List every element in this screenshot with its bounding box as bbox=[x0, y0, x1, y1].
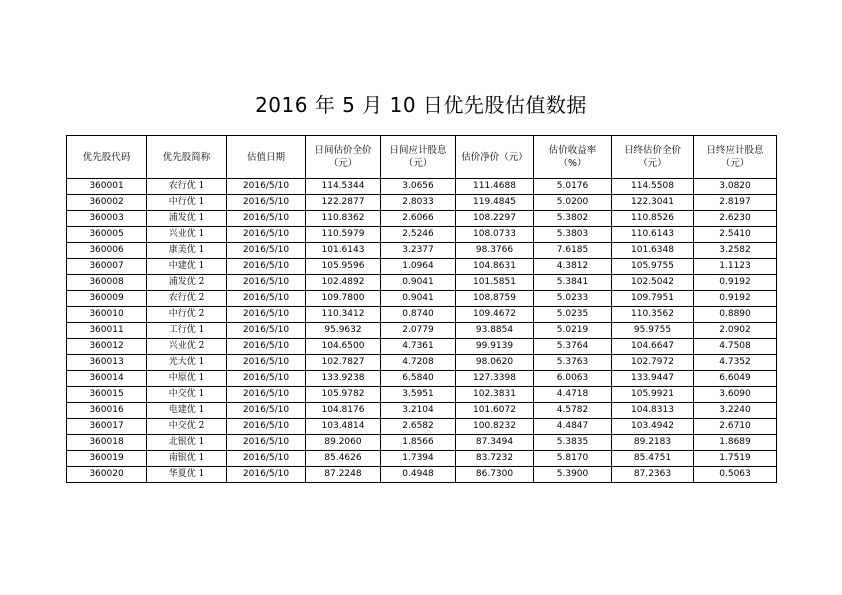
table-row bbox=[67, 323, 777, 339]
cell-intraday-full-price: 104.6500 bbox=[306, 339, 381, 355]
cell-eod-accrued-dividend: 3.0820 bbox=[694, 179, 777, 195]
cell-intraday-accrued-dividend: 4.7208 bbox=[381, 355, 456, 371]
cell-intraday-full-price: 110.8362 bbox=[306, 211, 381, 227]
cell-code: 360002 bbox=[67, 195, 147, 211]
cell-date: 2016/5/10 bbox=[227, 195, 306, 211]
cell-eod-full-price: 89.2183 bbox=[612, 435, 694, 451]
header-row bbox=[67, 136, 777, 179]
cell-intraday-accrued-dividend: 3.5951 bbox=[381, 387, 456, 403]
cell-code: 360005 bbox=[67, 227, 147, 243]
header-text: （元） bbox=[328, 158, 358, 169]
table-row bbox=[67, 387, 777, 403]
cell-date: 2016/5/10 bbox=[227, 419, 306, 435]
cell-eod-full-price: 105.9921 bbox=[612, 387, 694, 403]
cell-code: 360012 bbox=[67, 339, 147, 355]
table-row bbox=[67, 195, 777, 211]
cell-code: 360006 bbox=[67, 243, 147, 259]
cell-name: 北银优 1 bbox=[147, 435, 227, 451]
table-row bbox=[67, 291, 777, 307]
header-text: 优先股简称 bbox=[162, 151, 211, 163]
cell-intraday-full-price: 110.5979 bbox=[306, 227, 381, 243]
cell-eod-full-price: 133.9447 bbox=[612, 371, 694, 387]
cell-intraday-full-price: 85.4626 bbox=[306, 451, 381, 467]
table-row bbox=[67, 179, 777, 195]
table-row bbox=[67, 403, 777, 419]
cell-code: 360015 bbox=[67, 387, 147, 403]
cell-code: 360010 bbox=[67, 307, 147, 323]
cell-eod-full-price: 101.6348 bbox=[612, 243, 694, 259]
cell-name: 电建优 1 bbox=[147, 403, 227, 419]
cell-intraday-accrued-dividend: 0.4948 bbox=[381, 467, 456, 483]
cell-date: 2016/5/10 bbox=[227, 355, 306, 371]
table-row bbox=[67, 355, 777, 371]
cell-yield: 4.4718 bbox=[534, 387, 612, 403]
cell-date: 2016/5/10 bbox=[227, 307, 306, 323]
table-row bbox=[67, 451, 777, 467]
cell-net-price: 108.2297 bbox=[456, 211, 534, 227]
cell-intraday-accrued-dividend: 0.9041 bbox=[381, 291, 456, 307]
table-row bbox=[67, 243, 777, 259]
cell-net-price: 109.4672 bbox=[456, 307, 534, 323]
cell-name: 光大优 1 bbox=[147, 355, 227, 371]
cell-net-price: 102.3831 bbox=[456, 387, 534, 403]
cell-eod-accrued-dividend: 3.2582 bbox=[694, 243, 777, 259]
cell-code: 360007 bbox=[67, 259, 147, 275]
cell-eod-full-price: 114.5508 bbox=[612, 179, 694, 195]
cell-yield: 5.3802 bbox=[534, 211, 612, 227]
cell-intraday-accrued-dividend: 0.9041 bbox=[381, 275, 456, 291]
cell-eod-full-price: 95.9755 bbox=[612, 323, 694, 339]
cell-eod-full-price: 87.2363 bbox=[612, 467, 694, 483]
cell-intraday-full-price: 102.4892 bbox=[306, 275, 381, 291]
cell-code: 360019 bbox=[67, 451, 147, 467]
cell-eod-accrued-dividend: 2.0902 bbox=[694, 323, 777, 339]
cell-net-price: 98.0620 bbox=[456, 355, 534, 371]
cell-yield: 5.3803 bbox=[534, 227, 612, 243]
cell-intraday-accrued-dividend: 2.8033 bbox=[381, 195, 456, 211]
cell-eod-full-price: 110.8526 bbox=[612, 211, 694, 227]
header-text: （元） bbox=[720, 158, 750, 169]
cell-yield: 7.6185 bbox=[534, 243, 612, 259]
cell-net-price: 101.5851 bbox=[456, 275, 534, 291]
cell-intraday-accrued-dividend: 2.0779 bbox=[381, 323, 456, 339]
table-row bbox=[67, 419, 777, 435]
cell-eod-accrued-dividend: 2.6230 bbox=[694, 211, 777, 227]
cell-eod-full-price: 110.6143 bbox=[612, 227, 694, 243]
cell-yield: 4.5782 bbox=[534, 403, 612, 419]
table-row bbox=[67, 227, 777, 243]
cell-net-price: 111.4688 bbox=[456, 179, 534, 195]
cell-yield: 5.3835 bbox=[534, 435, 612, 451]
cell-date: 2016/5/10 bbox=[227, 387, 306, 403]
cell-code: 360009 bbox=[67, 291, 147, 307]
cell-name: 工行优 1 bbox=[147, 323, 227, 339]
cell-intraday-full-price: 105.9596 bbox=[306, 259, 381, 275]
cell-date: 2016/5/10 bbox=[227, 227, 306, 243]
cell-yield: 5.8170 bbox=[534, 451, 612, 467]
cell-intraday-full-price: 114.5344 bbox=[306, 179, 381, 195]
cell-name: 兴业优 1 bbox=[147, 227, 227, 243]
table-row bbox=[67, 211, 777, 227]
cell-intraday-full-price: 89.2060 bbox=[306, 435, 381, 451]
cell-intraday-full-price: 133.9238 bbox=[306, 371, 381, 387]
cell-yield: 5.0233 bbox=[534, 291, 612, 307]
header-text: 日间应计股息 bbox=[389, 145, 447, 156]
cell-eod-accrued-dividend: 1.8689 bbox=[694, 435, 777, 451]
cell-net-price: 119.4845 bbox=[456, 195, 534, 211]
cell-eod-accrued-dividend: 3.6090 bbox=[694, 387, 777, 403]
cell-date: 2016/5/10 bbox=[227, 259, 306, 275]
cell-intraday-full-price: 105.9782 bbox=[306, 387, 381, 403]
cell-eod-full-price: 105.9755 bbox=[612, 259, 694, 275]
cell-eod-accrued-dividend: 4.7508 bbox=[694, 339, 777, 355]
table-row bbox=[67, 371, 777, 387]
cell-net-price: 100.8232 bbox=[456, 419, 534, 435]
cell-name: 兴业优 2 bbox=[147, 339, 227, 355]
cell-intraday-full-price: 110.3412 bbox=[306, 307, 381, 323]
header-preferred-code bbox=[67, 136, 147, 179]
cell-net-price: 86.7300 bbox=[456, 467, 534, 483]
header-text: 日间估价全价 bbox=[314, 145, 372, 156]
cell-eod-accrued-dividend: 0.8890 bbox=[694, 307, 777, 323]
cell-code: 360013 bbox=[67, 355, 147, 371]
cell-intraday-accrued-dividend: 0.8740 bbox=[381, 307, 456, 323]
cell-intraday-accrued-dividend: 2.5246 bbox=[381, 227, 456, 243]
header-preferred-name bbox=[147, 136, 227, 179]
cell-name: 康美优 1 bbox=[147, 243, 227, 259]
header-valuation-date bbox=[227, 136, 306, 179]
cell-intraday-full-price: 104.8176 bbox=[306, 403, 381, 419]
header-net-price bbox=[456, 136, 534, 179]
cell-intraday-accrued-dividend: 3.2377 bbox=[381, 243, 456, 259]
cell-date: 2016/5/10 bbox=[227, 243, 306, 259]
header-text: 日终应计股息 bbox=[706, 145, 764, 156]
valuation-table bbox=[66, 135, 777, 483]
header-text: 日终估价全价 bbox=[623, 145, 681, 156]
cell-date: 2016/5/10 bbox=[227, 339, 306, 355]
cell-name: 中原优 1 bbox=[147, 371, 227, 387]
cell-code: 360008 bbox=[67, 275, 147, 291]
cell-eod-accrued-dividend: 1.1123 bbox=[694, 259, 777, 275]
table-row bbox=[67, 467, 777, 483]
cell-eod-accrued-dividend: 0.5063 bbox=[694, 467, 777, 483]
cell-intraday-full-price: 95.9632 bbox=[306, 323, 381, 339]
cell-yield: 5.0219 bbox=[534, 323, 612, 339]
cell-intraday-full-price: 122.2877 bbox=[306, 195, 381, 211]
cell-eod-full-price: 109.7951 bbox=[612, 291, 694, 307]
cell-net-price: 87.3494 bbox=[456, 435, 534, 451]
cell-eod-accrued-dividend: 2.8197 bbox=[694, 195, 777, 211]
cell-intraday-full-price: 87.2248 bbox=[306, 467, 381, 483]
cell-name: 中行优 1 bbox=[147, 195, 227, 211]
cell-intraday-accrued-dividend: 2.6066 bbox=[381, 211, 456, 227]
cell-name: 浦发优 1 bbox=[147, 211, 227, 227]
cell-net-price: 93.8854 bbox=[456, 323, 534, 339]
cell-name: 农行优 1 bbox=[147, 179, 227, 195]
cell-net-price: 83.7232 bbox=[456, 451, 534, 467]
cell-intraday-full-price: 102.7827 bbox=[306, 355, 381, 371]
cell-name: 浦发优 2 bbox=[147, 275, 227, 291]
cell-code: 360020 bbox=[67, 467, 147, 483]
header-text: 估价收益率 bbox=[548, 145, 597, 156]
cell-yield: 5.0176 bbox=[534, 179, 612, 195]
header-yield bbox=[534, 136, 612, 179]
cell-date: 2016/5/10 bbox=[227, 179, 306, 195]
cell-name: 中建优 1 bbox=[147, 259, 227, 275]
cell-eod-full-price: 103.4942 bbox=[612, 419, 694, 435]
cell-yield: 6.0063 bbox=[534, 371, 612, 387]
cell-yield: 4.3812 bbox=[534, 259, 612, 275]
cell-name: 华夏优 1 bbox=[147, 467, 227, 483]
cell-eod-full-price: 122.3041 bbox=[612, 195, 694, 211]
cell-eod-full-price: 104.8313 bbox=[612, 403, 694, 419]
header-text: 估价净价（元） bbox=[461, 151, 528, 163]
page-title: 2016 年 5 月 10 日优先股估值数据 bbox=[255, 93, 587, 117]
cell-name: 农行优 2 bbox=[147, 291, 227, 307]
cell-code: 360011 bbox=[67, 323, 147, 339]
cell-eod-accrued-dividend: 2.6710 bbox=[694, 419, 777, 435]
cell-date: 2016/5/10 bbox=[227, 211, 306, 227]
cell-date: 2016/5/10 bbox=[227, 451, 306, 467]
cell-intraday-full-price: 103.4814 bbox=[306, 419, 381, 435]
header-text: （%） bbox=[558, 158, 587, 169]
cell-intraday-accrued-dividend: 1.0964 bbox=[381, 259, 456, 275]
cell-eod-full-price: 102.5042 bbox=[612, 275, 694, 291]
cell-date: 2016/5/10 bbox=[227, 275, 306, 291]
cell-eod-accrued-dividend: 3.2240 bbox=[694, 403, 777, 419]
cell-net-price: 104.8631 bbox=[456, 259, 534, 275]
table-row bbox=[67, 275, 777, 291]
header-intraday-full-price bbox=[306, 136, 381, 179]
cell-eod-accrued-dividend: 0.9192 bbox=[694, 291, 777, 307]
cell-eod-accrued-dividend: 2.5410 bbox=[694, 227, 777, 243]
cell-intraday-full-price: 101.6143 bbox=[306, 243, 381, 259]
cell-eod-accrued-dividend: 0.9192 bbox=[694, 275, 777, 291]
table-body bbox=[67, 179, 777, 483]
cell-code: 360014 bbox=[67, 371, 147, 387]
cell-eod-full-price: 85.4751 bbox=[612, 451, 694, 467]
cell-eod-full-price: 102.7972 bbox=[612, 355, 694, 371]
cell-code: 360003 bbox=[67, 211, 147, 227]
cell-code: 360016 bbox=[67, 403, 147, 419]
cell-intraday-accrued-dividend: 1.7394 bbox=[381, 451, 456, 467]
cell-yield: 5.3763 bbox=[534, 355, 612, 371]
cell-date: 2016/5/10 bbox=[227, 323, 306, 339]
cell-yield: 5.0235 bbox=[534, 307, 612, 323]
cell-eod-accrued-dividend: 1.7519 bbox=[694, 451, 777, 467]
cell-net-price: 127.3398 bbox=[456, 371, 534, 387]
cell-intraday-accrued-dividend: 3.0656 bbox=[381, 179, 456, 195]
cell-intraday-accrued-dividend: 4.7361 bbox=[381, 339, 456, 355]
cell-net-price: 99.9139 bbox=[456, 339, 534, 355]
cell-eod-full-price: 110.3562 bbox=[612, 307, 694, 323]
table-row bbox=[67, 435, 777, 451]
header-eod-full-price bbox=[612, 136, 694, 179]
cell-eod-full-price: 104.6647 bbox=[612, 339, 694, 355]
header-text: 优先股代码 bbox=[82, 151, 131, 163]
cell-yield: 5.3764 bbox=[534, 339, 612, 355]
table-row bbox=[67, 339, 777, 355]
cell-eod-accrued-dividend: 6.6049 bbox=[694, 371, 777, 387]
cell-date: 2016/5/10 bbox=[227, 291, 306, 307]
cell-name: 中交优 1 bbox=[147, 387, 227, 403]
header-intraday-accrued-dividend bbox=[381, 136, 456, 179]
cell-intraday-accrued-dividend: 1.8566 bbox=[381, 435, 456, 451]
cell-intraday-full-price: 109.7800 bbox=[306, 291, 381, 307]
cell-net-price: 108.8759 bbox=[456, 291, 534, 307]
cell-date: 2016/5/10 bbox=[227, 371, 306, 387]
cell-name: 南银优 1 bbox=[147, 451, 227, 467]
table-row bbox=[67, 259, 777, 275]
cell-yield: 5.0200 bbox=[534, 195, 612, 211]
cell-net-price: 108.0733 bbox=[456, 227, 534, 243]
cell-code: 360017 bbox=[67, 419, 147, 435]
cell-name: 中行优 2 bbox=[147, 307, 227, 323]
cell-yield: 5.3841 bbox=[534, 275, 612, 291]
header-eod-accrued-dividend bbox=[694, 136, 777, 179]
cell-net-price: 98.3766 bbox=[456, 243, 534, 259]
cell-intraday-accrued-dividend: 3.2104 bbox=[381, 403, 456, 419]
cell-yield: 4.4847 bbox=[534, 419, 612, 435]
cell-date: 2016/5/10 bbox=[227, 435, 306, 451]
cell-intraday-accrued-dividend: 2.6582 bbox=[381, 419, 456, 435]
table-header bbox=[67, 136, 777, 179]
cell-code: 360018 bbox=[67, 435, 147, 451]
cell-code: 360001 bbox=[67, 179, 147, 195]
table-row bbox=[67, 307, 777, 323]
cell-intraday-accrued-dividend: 6.5840 bbox=[381, 371, 456, 387]
cell-date: 2016/5/10 bbox=[227, 403, 306, 419]
header-text: （元） bbox=[403, 158, 433, 169]
cell-yield: 5.3900 bbox=[534, 467, 612, 483]
header-text: （元） bbox=[638, 158, 667, 169]
cell-date: 2016/5/10 bbox=[227, 467, 306, 483]
header-text: 估值日期 bbox=[246, 151, 285, 163]
cell-name: 中交优 2 bbox=[147, 419, 227, 435]
cell-net-price: 101.6072 bbox=[456, 403, 534, 419]
cell-eod-accrued-dividend: 4.7352 bbox=[694, 355, 777, 371]
